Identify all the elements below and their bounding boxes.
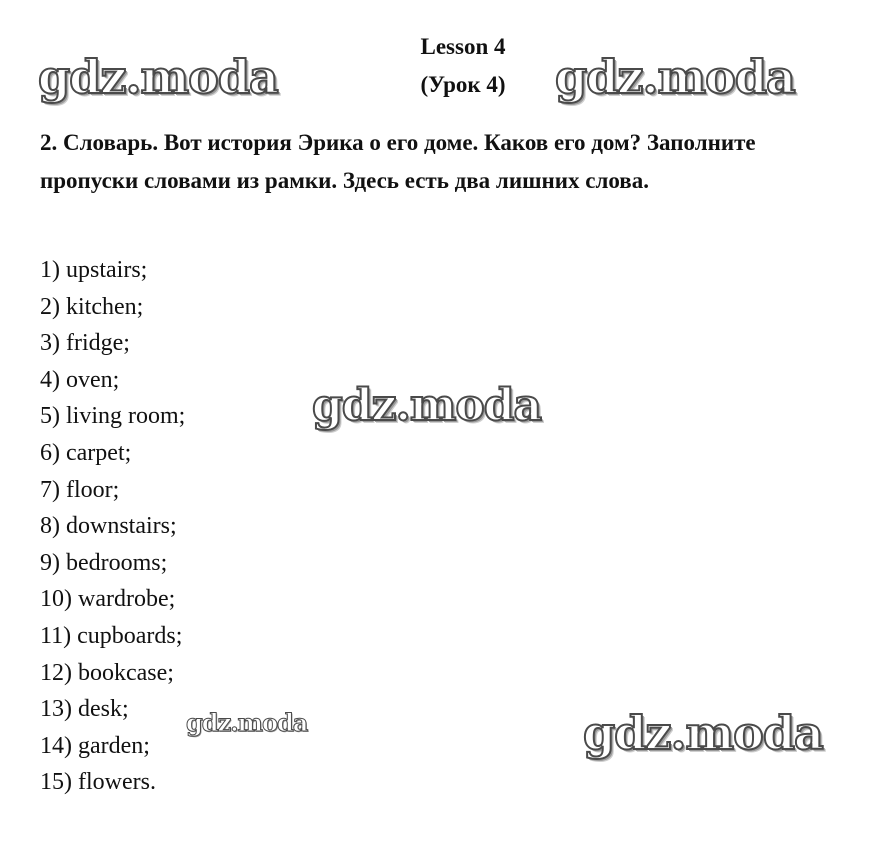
watermark: gdz.moda: [38, 50, 278, 104]
watermark: gdz.moda: [555, 50, 795, 104]
list-item: 8) downstairs;: [40, 513, 177, 540]
list-item: 10) wardrobe;: [40, 586, 176, 613]
list-item: 7) floor;: [40, 476, 120, 503]
list-item: 4) oven;: [40, 366, 120, 393]
watermark: gdz.moda: [312, 380, 542, 431]
list-item: 1) upstairs;: [40, 257, 148, 283]
list-item: 5) living room;: [40, 403, 186, 430]
watermark: gdz.moda: [583, 706, 823, 760]
list-item: 15) flowers.: [40, 769, 156, 796]
list-item: 12) bookcase;: [40, 659, 174, 686]
list-item: 11) cupboards;: [40, 622, 183, 649]
lesson-subtitle: (Урок 4): [420, 72, 506, 97]
task-instructions: 2. Словарь. Вот история Эрика о его доме. Каков его дом? Заполните пропуски словами из рамки. Здесь есть два лишних слова.: [40, 130, 756, 193]
lesson-title: Lesson 4: [420, 34, 506, 59]
answer-list: [40, 252, 185, 801]
list-item: 2) kitchen;: [40, 293, 144, 320]
list-item: 3) fridge;: [40, 330, 130, 357]
watermark: gdz.moda: [186, 708, 308, 737]
list-item: 6) carpet;: [40, 439, 132, 466]
list-item: 14) garden;: [40, 732, 150, 759]
list-item: 9) bedrooms;: [40, 549, 168, 576]
list-item: 13) desk;: [40, 696, 129, 723]
